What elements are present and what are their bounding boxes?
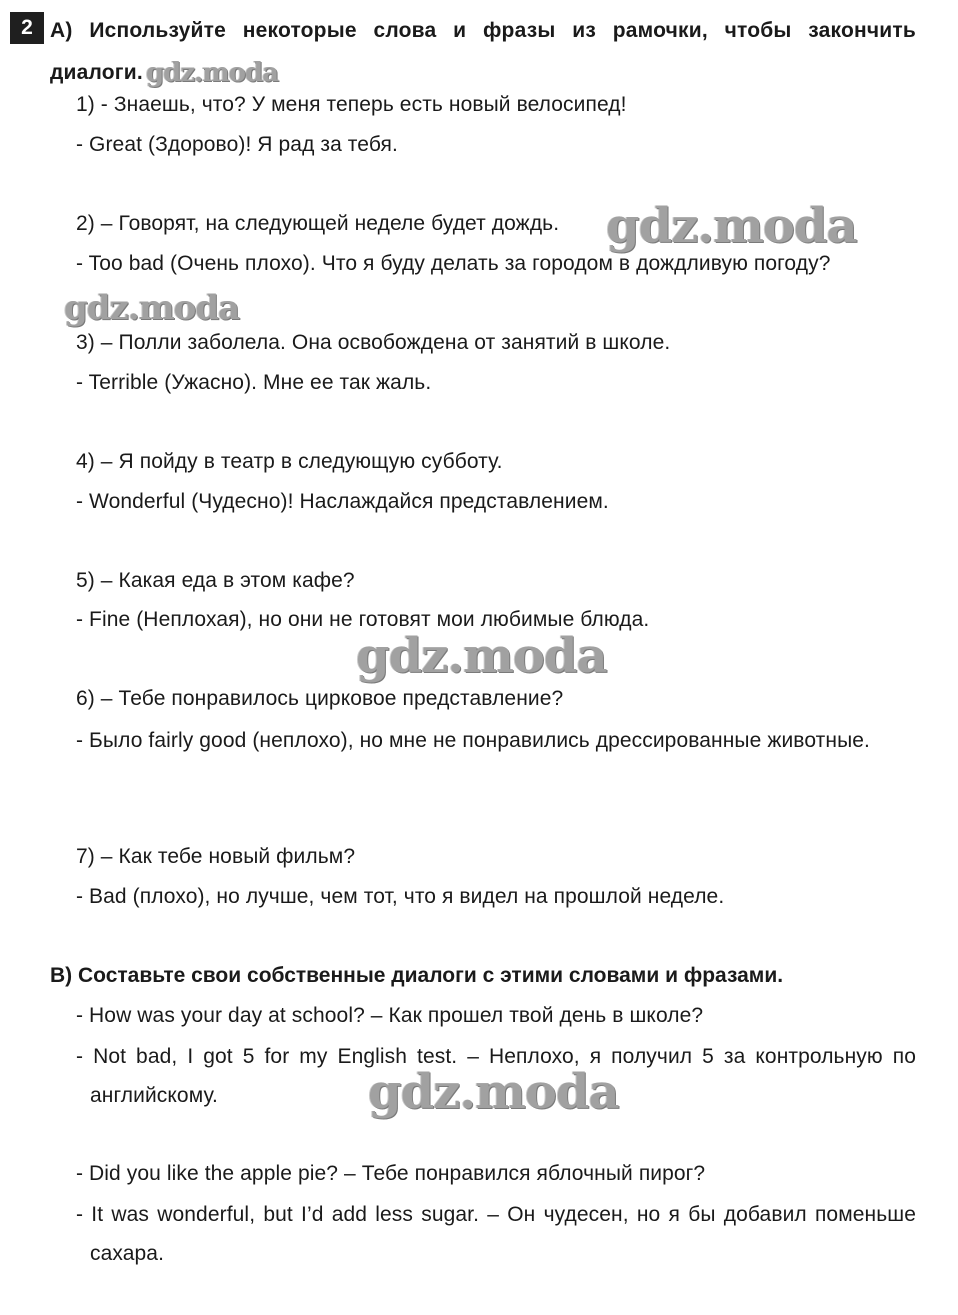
dialogue-b-line-3: - Did you like the apple pie? – Тебе понравился яблочный пирог?	[76, 1162, 706, 1185]
watermark-logo: gdz.moda	[606, 198, 857, 254]
dialogue-7-answer: - Bad (плохо), но лучше, чем тот, что я видел на прошлой неделе.	[76, 885, 725, 908]
dialogue-2-answer: - Too bad (Очень плохо). Что я буду делать за городом в дождливую погоду?	[76, 252, 831, 275]
dialogue-2-question: 2) – Говорят, на следующей неделе будет дождь.	[76, 212, 560, 235]
task-a-heading: A) Используйте некоторые слова и фразы из рамочки, чтобы закончить диалоги.	[50, 19, 916, 84]
watermark-logo: gdz.moda	[356, 628, 607, 684]
dialogue-3-answer: - Terrible (Ужасно). Мне ее так жаль.	[76, 371, 432, 394]
task-number-badge: 2	[10, 12, 44, 44]
dialogue-1-answer: - Great (Здорово)! Я рад за тебя.	[76, 133, 398, 156]
dialogue-5-question: 5) – Какая еда в этом кафе?	[76, 569, 355, 592]
dialogue-6-answer: - Было fairly good (неплохо), но мне не понравились дрессированные животные.	[76, 729, 870, 752]
watermark-logo: gdz.moda	[64, 288, 240, 328]
dialogue-b-line-1: - How was your day at school? – Как прошел твой день в школе?	[76, 1004, 704, 1027]
dialogue-3-question: 3) – Полли заболела. Она освобождена от занятий в школе.	[76, 331, 671, 354]
dialogue-1-question: 1) - Знаешь, что? У меня теперь есть новый велосипед!	[76, 93, 627, 116]
watermark-logo: gdz.moda	[368, 1064, 619, 1120]
dialogue-4-answer: - Wonderful (Чудесно)! Наслаждайся представлением.	[76, 490, 609, 513]
watermark-logo: gdz.moda	[146, 58, 279, 88]
dialogue-5-answer: - Fine (Неплохая), но они не готовят мои любимые блюда.	[76, 608, 650, 631]
dialogue-b-line-2: - Not bad, I got 5 for my English test. – Неплохо, я получил 5 за контрольную по английскому.	[76, 1045, 916, 1107]
task-b-heading: B) Составьте свои собственные диалоги с этими словами и фразами.	[50, 964, 784, 987]
dialogue-4-question: 4) – Я пойду в театр в следующую субботу.	[76, 450, 503, 473]
dialogue-6-question: 6) – Тебе понравилось цирковое представление?	[76, 687, 564, 710]
dialogue-b-line-4: - It was wonderful, but I’d add less sugar. – Он чудесен, но я бы добавил поменьше сахара.	[76, 1203, 916, 1265]
dialogue-7-question: 7) – Как тебе новый фильм?	[76, 845, 356, 868]
